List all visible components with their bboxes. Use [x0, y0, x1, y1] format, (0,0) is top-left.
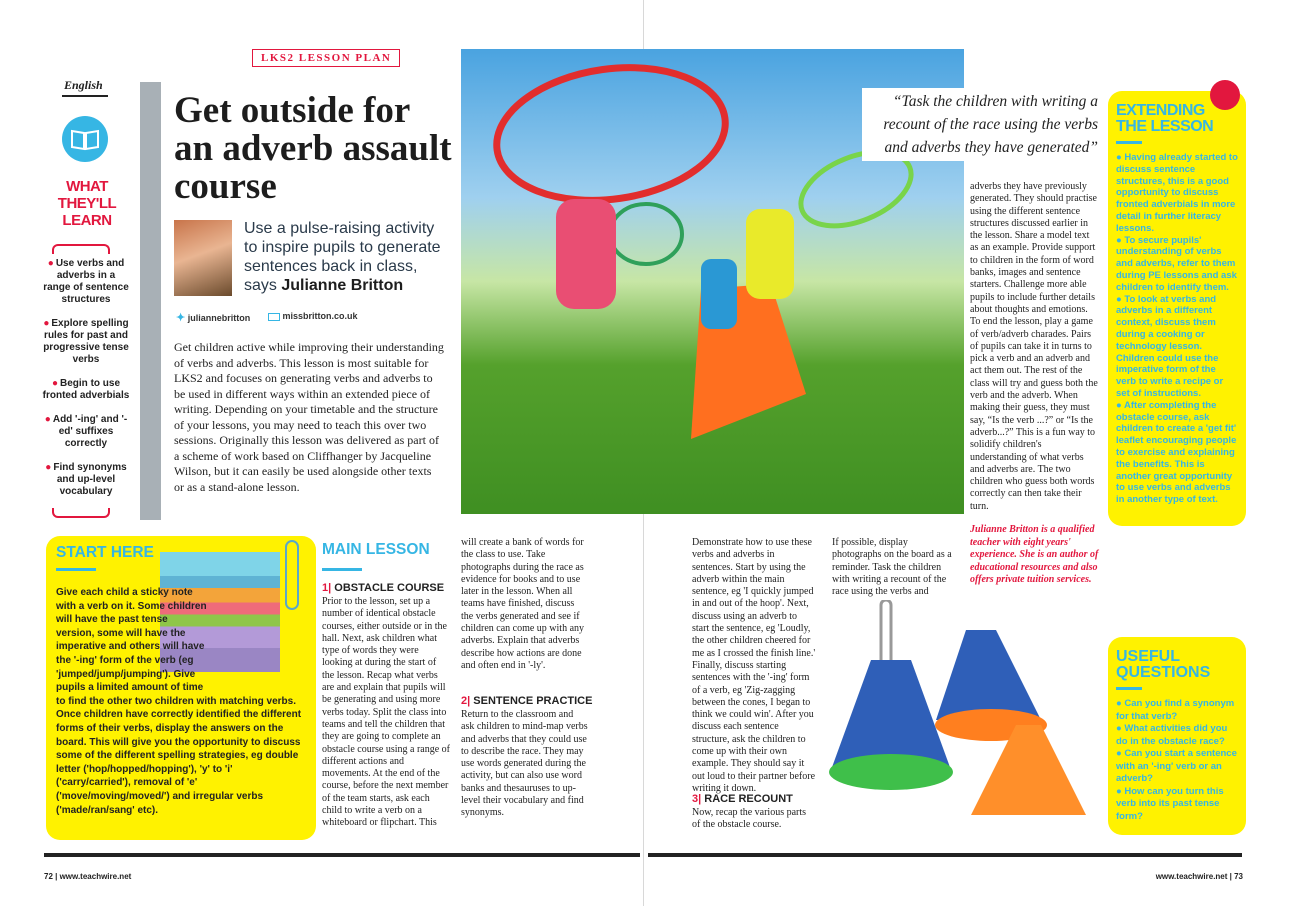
footer-rule-left	[44, 853, 640, 857]
article-title: Get outside for an adverb assault course	[174, 90, 452, 207]
useful-heading: USEFUL QUESTIONS	[1116, 648, 1211, 681]
section-text-3: Now, recap the various parts of the obstacle course.	[692, 807, 807, 831]
pull-quote: “Task the children with writing a recount of the race using the verbs and adverbs they have generated”	[862, 88, 1102, 161]
learn-item: ● Find synonyms and up-level vocabulary	[42, 462, 130, 498]
page-number-left[interactable]: 72 | www.teachwire.net	[44, 872, 132, 881]
author-name: Julianne Britton	[281, 277, 404, 294]
learn-bracket-top	[52, 244, 110, 254]
start-text: Give each child a sticky note with a verb on it. Some children will have the past tense version, some will have the imperative and others will have the '-ing' form of the verb (eg 'jumped/jump/jumping'). Give pupils a limited amount of time to find the other two children with matching verbs. Once children have correctly identified the different forms of their verbs, display the answers on the board. This will give you the opportunity to discuss some of the different spelling strategies, eg double letter ('hop/hopped/hopping'), 'y' to 'i' ('carry/carried'), removal of 'e' ('move/moving/moved/') and irregular verbs ('made/ran/sang' etc).	[56, 587, 302, 816]
section-text-2: Return to the classroom and ask children to mind-map verbs and adverbs that they could use to describe the race. They may use words generated during the activity, but can also use word banks and thesauruses to up-level their vocabulary and find synonyms.	[461, 709, 588, 819]
main-lesson-heading: MAIN LESSON	[322, 541, 430, 558]
website-link[interactable]: missbritton.co.uk	[268, 311, 358, 321]
question-item: ● What activities did you do in the obstacle race?	[1116, 723, 1228, 747]
body-column-3: Demonstrate how to use these verbs and adverbs in sentences. Start by using the adverb within the main sentence, eg 'I quickly jumped in and out of the hoop'. Next, discuss using an adverb to start the sentence, eg 'Loudly, the other children cheered for me as I crossed the finish line.' Finally, discuss starting sentences with the '-ing' form of a verb, eg 'Zig-zagging between the cones, I began to think we could win'. After you discuss each sentence structure, ask the children to come up with their own example. They should say it out loud to their partner before writing it down.	[692, 537, 816, 794]
page-number-right[interactable]: www.teachwire.net | 73	[1155, 872, 1243, 881]
useful-rule	[1116, 687, 1142, 690]
section-heading-3: 3| RACE RECOUNT	[692, 793, 793, 805]
section-heading-2: 2| SENTENCE PRACTICE	[461, 695, 593, 707]
start-rule	[56, 568, 96, 571]
learn-item: ● Begin to use fronted adverbials	[42, 378, 130, 402]
learn-item: ● Use verbs and adverbs in a range of sentence structures	[42, 258, 130, 306]
question-item: ● Can you start a sentence with an '-ing' verb or an adverb?	[1116, 748, 1237, 784]
standfirst: Use a pulse-raising activity to inspire pupils to generate sentences back in class, says Julianne Britton	[244, 220, 441, 294]
extending-item: ● Having already started to discuss sentence structures, this is a good opportunity to discuss fronted adverbials in more detail in further literacy lessons.	[1116, 152, 1238, 234]
learn-list	[42, 258, 130, 510]
body-column-c: adverbs they have previously generated. They should practise using the different sentence structures discussed earlier in the lesson. Share a model text as an example. Provide support to children in the form of word banks, images and sentence starters. Challenge more able pupils to include further details about thoughts and emotions. To end the lesson, play a game of verb/adverb charades. Pairs of pupils can take it in turns to pick a verb and an adverb and act them out. The rest of the class will try and guess both the verb and the adverb. When making their guess, they must say, “Is the verb ...?” or “Is the adverb...?” This is a fun way to solidify children's understanding of what verbs and adverbs are. The two children who guess both words correctly can then take their turn.	[970, 181, 1098, 512]
twitter-icon: ✦	[176, 312, 186, 324]
child-yellow	[746, 209, 794, 299]
subject-label: English	[64, 78, 103, 92]
subject-underline	[62, 95, 108, 97]
start-heading: START HERE	[56, 544, 154, 561]
title-accent-bar	[140, 82, 161, 520]
extending-panel	[1108, 91, 1246, 526]
pushpin-icon	[1210, 80, 1240, 110]
book-icon	[62, 116, 108, 162]
body-column-2: will create a bank of words for the class to use. Take photographs during the race as evidence for books and to use later in the lesson. When all teams have finished, discuss the verbs generated and see if children can come up with any adverbs. Explain that adverbs describe how actions are done and often end in '-ly'.	[461, 537, 585, 671]
intro-paragraph: Get children active while improving their understanding of verbs and adverbs. This lesson is most suitable for LKS2 and focuses on generating verbs and adverbs to be used in different ways within an extended piece of writing. Depending on your timetable and the structure of your lessons, you may need to teach this over two sessions. Originally this lesson was delivered as part of a scheme of work based on Cliffhanger by Jacqueline Wilson, but it can easily be used alongside other texts or as a stand-alone lesson.	[174, 340, 444, 494]
section-heading-1: 1| OBSTACLE COURSE	[322, 582, 445, 594]
question-item: ● How can you turn this verb into its past tense form?	[1116, 785, 1224, 822]
extending-item: ● After completing the obstacle course, ask children to create a 'get fit' leaflet encouraging people to exercise and explaining the benefits. This is another great opportunity to use verbs and adverbs in another type of text.	[1116, 399, 1237, 506]
learn-item: ● Explore spelling rules for past and progressive tense verbs	[42, 318, 130, 366]
hoop-red	[488, 54, 734, 215]
body-column-4: If possible, display photographs on the board as a reminder. Task the children with writing a recount of the race using the verbs and	[832, 537, 952, 598]
cones-image	[826, 600, 1096, 840]
extending-rule	[1116, 141, 1142, 144]
lesson-plan-tag: LKS2 LESSON PLAN	[252, 49, 400, 67]
main-lesson-rule	[322, 568, 362, 571]
author-bio: Julianne Britton is a qualified teacher with eight years' experience. She is an author of educational resources and also offers private tuition services.	[970, 524, 1099, 585]
extending-heading: EXTENDING THE LESSON	[1116, 102, 1214, 135]
hoop-green-2	[610, 204, 682, 264]
learn-item: ● Add '-ing' and '-ed' suffixes correctly	[42, 414, 130, 450]
child-pink	[556, 199, 616, 309]
section-text-1: Prior to the lesson, set up a number of identical obstacle courses, either outside or in the hall. Next, ask children what type of words they were looking at during the start of the lesson. Recap what verbs are and explain that pupils will be generating and using more verbs today. Split the class into teams and tell the children that they are going to complete an obstacle course using a range of different actions and movements. At the end of the course, before the next member of the team starts, ask each child to write a verb on a whiteboard or flipchart. This	[322, 596, 451, 829]
extending-item: ● To look at verbs and adverbs in a different context, discuss them during a cooking or technology lesson. Children could use the imperative form of the verb to write a recipe or set of instructions.	[1116, 293, 1224, 399]
twitter-handle[interactable]: ✦ juliannebritton	[176, 312, 251, 324]
question-item: ● Can you find a synonym for that verb?	[1116, 698, 1235, 722]
child-blue	[701, 259, 737, 329]
extending-item: ● To secure pupils' understanding of verbs and adverbs, refer to them during PE lessons and ask children to identify them.	[1116, 234, 1237, 293]
laptop-icon	[268, 313, 280, 321]
learn-heading: WHAT THEY'LL LEARN	[57, 178, 117, 229]
learn-bracket-bottom	[52, 508, 110, 518]
author-photo	[174, 220, 232, 296]
footer-rule-right	[648, 853, 1242, 857]
useful-questions-panel	[1108, 637, 1246, 835]
